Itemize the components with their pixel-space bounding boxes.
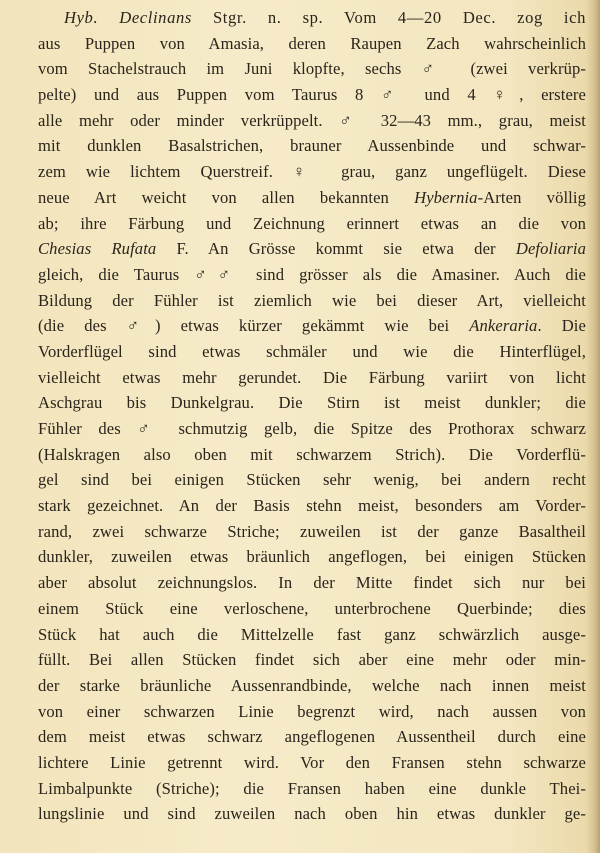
text-line (38, 262, 586, 288)
text-line (38, 56, 586, 82)
line-text: (die des ♂) etwas kürzer gekämmt wie bei Ankeraria. Die (38, 316, 586, 336)
text-line (38, 159, 586, 185)
text-line (38, 185, 586, 211)
line-text: (Halskragen also oben mit schwarzem Strich). Die Vorderflü- (38, 444, 586, 464)
text-line (38, 647, 586, 673)
line-text: Bildung der Fühler ist ziemlich wie bei dieser Art, vielleicht (38, 290, 586, 310)
text-line (38, 5, 586, 31)
text-line (38, 570, 586, 596)
page-edge-shadow (586, 0, 600, 853)
line-text: Hyb. Declinans Stgr. n. sp. Vom 4—20 Dec. zog ich (64, 8, 586, 27)
line-text: von einer schwarzen Linie begrenzt wird, nach aussen von (38, 701, 586, 721)
text-line (38, 31, 586, 57)
line-text: gleich, die Taurus ♂♂ sind grösser als die Amasiner. Auch die (38, 264, 586, 284)
line-text: zem wie lichtem Querstreif. ♀ grau, ganz ungeflügelt. Diese (38, 162, 586, 182)
line-text: pelte) und aus Puppen vom Taurus 8 ♂ und 4 ♀, erstere (38, 85, 586, 105)
text-line (38, 108, 586, 134)
body-text (38, 5, 586, 827)
line-text: lungslinie und sind zuweilen nach oben hin etwas dunkler ge- (38, 804, 586, 824)
line-text: gel sind bei einigen Stücken sehr wenig, bei andern recht (38, 470, 586, 490)
text-line (38, 236, 586, 262)
line-text: Stück hat auch die Mittelzelle fast ganz schwärzlich ausge- (38, 624, 586, 644)
line-text: aber absolut zeichnungslos. In der Mitte findet sich nur bei (38, 573, 586, 593)
text-line (38, 596, 586, 622)
line-text: dem meist etwas schwarz angeflogenen Aussentheil durch eine (38, 727, 586, 747)
text-line (38, 493, 586, 519)
text-line (38, 313, 586, 339)
text-line (38, 82, 586, 108)
text-line (38, 365, 586, 391)
line-text: einem Stück eine verloschene, unterbrochene Querbinde; dies (38, 598, 586, 618)
line-text: neue Art weicht von allen bekannten Hybernia-Arten völlig (38, 187, 586, 207)
line-text: füllt. Bei allen Stücken findet sich aber eine mehr oder min- (38, 650, 586, 670)
line-text: Aschgrau bis Dunkelgrau. Die Stirn ist meist dunkler; die (38, 393, 586, 413)
text-line (38, 288, 586, 314)
line-text: vom Stachelstrauch im Juni klopfte, sechs ♂ (zwei verkrüp- (38, 59, 586, 79)
line-text: alle mehr oder minder verkrüppelt. ♂ 32—43 mm., grau, meist (38, 110, 586, 130)
line-text: Fühler des ♂ schmutzig gelb, die Spitze des Prothorax schwarz (38, 419, 586, 438)
line-text: dunkler, zuweilen etwas bräunlich angeflogen, bei einigen Stücken (38, 547, 586, 567)
line-text: aus Puppen von Amasia, deren Raupen Zach wahrscheinlich (38, 33, 586, 53)
text-line (38, 724, 586, 750)
line-text: vielleicht etwas mehr gerundet. Die Färbung variirt von licht (38, 367, 586, 387)
text-line (38, 442, 586, 468)
text-line (38, 519, 586, 545)
text-line (38, 133, 586, 159)
text-line (38, 801, 586, 827)
line-text: Limbalpunkte (Striche); die Fransen haben eine dunkle Thei- (38, 778, 586, 798)
line-text: lichtere Linie getrennt wird. Vor den Fransen stehn schwarze (38, 752, 586, 772)
text-line (38, 390, 586, 416)
line-text: Vorderflügel sind etwas schmäler und wie die Hinterflügel, (38, 341, 586, 361)
line-text: der starke bräunliche Aussenrandbinde, welche nach innen meist (38, 675, 586, 695)
text-line (38, 339, 586, 365)
text-line (38, 776, 586, 802)
text-line (38, 544, 586, 570)
text-line (38, 467, 586, 493)
text-line (38, 211, 586, 237)
line-text: Chesias Rufata F. An Grösse kommt sie etwa der Defoliaria (38, 239, 586, 259)
text-line (38, 699, 586, 725)
line-text: ab; ihre Färbung und Zeichnung erinnert etwas an die von (38, 213, 586, 233)
text-line (38, 416, 586, 442)
text-line (38, 622, 586, 648)
line-text: stark gezeichnet. An der Basis stehn meist, besonders am Vorder- (38, 496, 586, 516)
text-line (38, 750, 586, 776)
line-text: mit dunklen Basalstrichen, brauner Aussenbinde und schwar- (38, 136, 586, 156)
line-text: rand, zwei schwarze Striche; zuweilen ist der ganze Basaltheil (38, 521, 586, 541)
text-line (38, 673, 586, 699)
